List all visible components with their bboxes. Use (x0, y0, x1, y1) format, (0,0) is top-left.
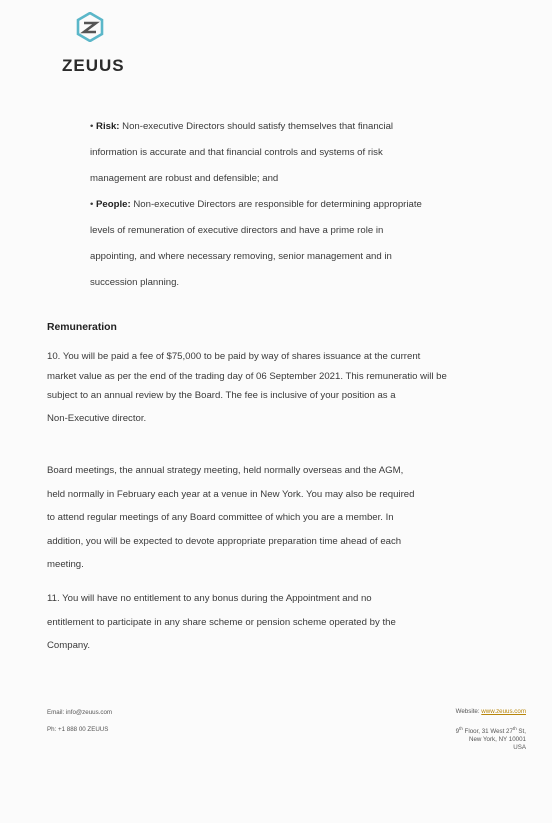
bullet-text: Non-executive Directors are responsible for determining appropriate (133, 199, 422, 210)
address-city: New York, NY 10001 (469, 736, 526, 744)
bullet-line: levels of remuneration of executive directors and have a prime role in (90, 225, 384, 236)
address-floor-rest: Floor, 31 West 27 (462, 728, 513, 736)
paragraph-line: 11. You will have no entitlement to any bonus during the Appointment and no (47, 593, 372, 604)
footer-contact (47, 704, 112, 738)
paragraph-line: subject to an annual review by the Board. The fee is inclusive of your position as a (47, 389, 396, 401)
footer-website (456, 708, 526, 716)
paragraph-line: Non-Executive director. (47, 413, 147, 424)
paragraph-line: market value as per the end of the trading day of 06 September 2021. This remuneratio will be (47, 370, 447, 382)
bullet-text: Non-executive Directors should satisfy themselves that financial (122, 121, 394, 132)
address-street-rest: St, (516, 728, 526, 736)
paragraph-line: to attend regular meetings of any Board committee of which you are a member. In (47, 512, 394, 523)
bullet-line: management are robust and defensible; and (90, 173, 279, 184)
website-link[interactable]: www.zeuus.com (481, 708, 526, 715)
paragraph-10 (47, 345, 447, 431)
paragraph-line: addition, you will be expected to devote appropriate preparation time ahead of each (47, 535, 402, 547)
paragraph-line: held normally in February each year at a venue in New York. You may also be required (47, 488, 415, 500)
paragraph-line: Board meetings, the annual strategy meeting, held normally overseas and the AGM, (47, 465, 404, 476)
paragraph-line: Company. (47, 640, 91, 651)
logo (62, 12, 125, 75)
footer-email: Email: info@zeuus.com (47, 709, 113, 716)
address-floor-sup: th (459, 726, 463, 731)
bullet-line: • People: Non-executive Directors are responsible for determining appropriate (90, 199, 422, 210)
bullet-line: appointing, and where necessary removing, senior management and in (90, 251, 392, 262)
bullet-people (90, 192, 490, 296)
bullet-line: • Risk: Non-executive Directors should satisfy themselves that financial (90, 121, 394, 132)
paragraph-board-meetings (47, 459, 414, 577)
bullet-line: information is accurate and that financial controls and systems of risk (90, 147, 383, 158)
bullet-label: Risk: (96, 121, 120, 132)
address-country: USA (513, 744, 526, 752)
website-label: Website: (455, 708, 482, 715)
paragraph-line: meeting. (47, 559, 84, 570)
bullet-label: People: (96, 199, 131, 210)
address-line-1 (456, 725, 526, 736)
address-street-sup: th (512, 726, 517, 731)
zeuus-logo-icon (75, 12, 105, 42)
footer-phone: Ph: +1 888 00 ZEUUS (47, 726, 109, 733)
paragraph-11 (47, 587, 396, 658)
bullet-list (90, 114, 490, 296)
footer-address (456, 708, 526, 752)
paragraph-line: entitlement to participate in any share scheme or pension scheme operated by the (47, 616, 396, 628)
brand-name: ZEUUS (62, 56, 125, 75)
address-floor: 9 (455, 728, 460, 736)
bullet-line: succession planning. (90, 277, 180, 288)
paragraph-line: 10. You will be paid a fee of $75,000 to be paid by way of shares issuance at the current (47, 351, 421, 362)
bullet-risk (90, 114, 490, 192)
section-heading: Remuneration (47, 322, 117, 333)
